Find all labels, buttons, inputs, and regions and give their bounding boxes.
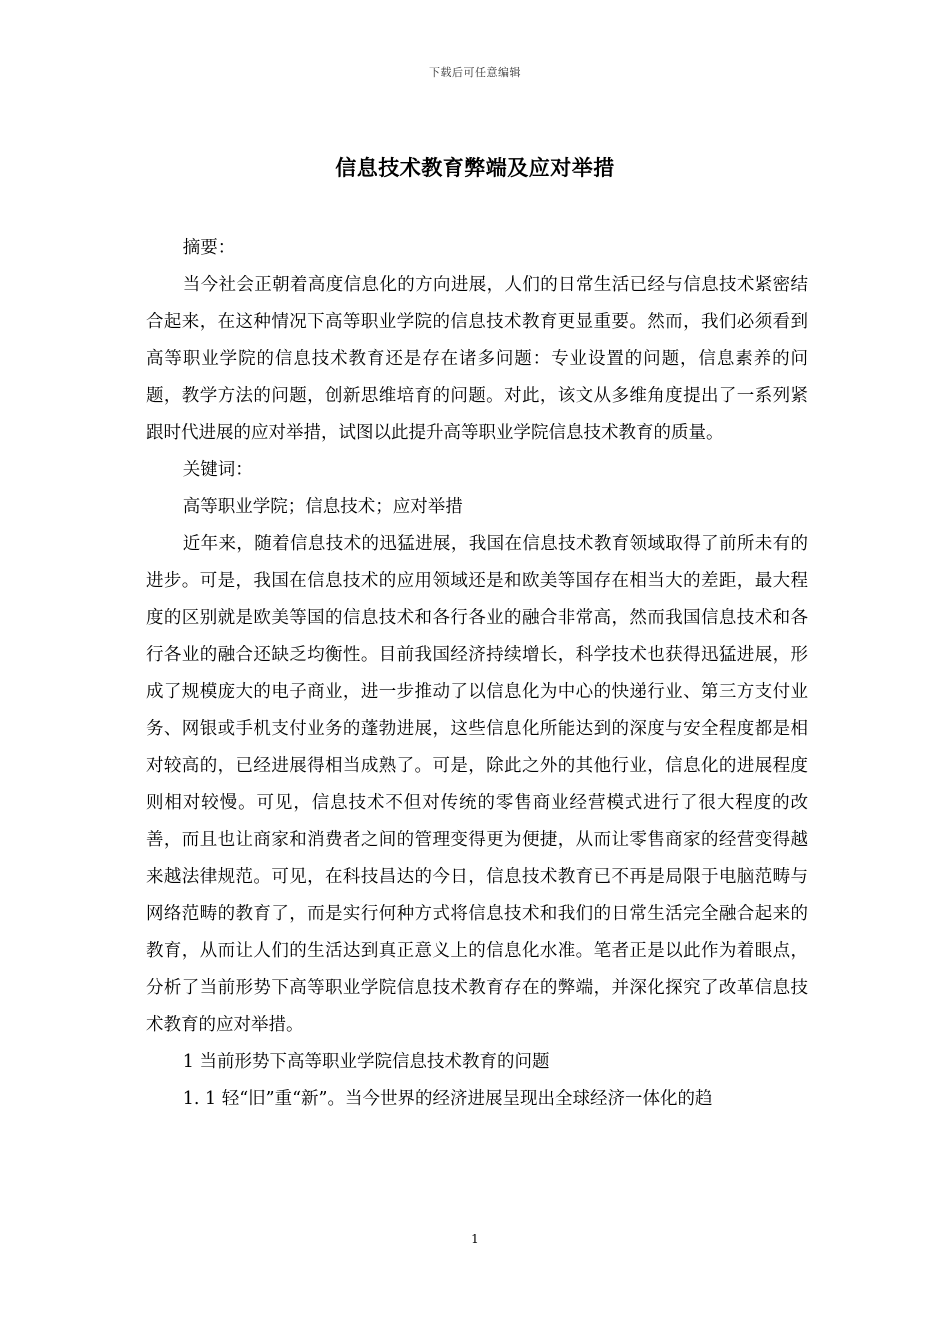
section-heading: 1 当前形势下高等职业学院信息技术教育的问题 bbox=[182, 1052, 550, 1072]
subsection-paragraph: 1. 1 轻“旧”重“新”。当今世界的经济进展呈现出全球经济一体化的趋 bbox=[182, 1089, 713, 1109]
body-paragraph: 近年来，随着信息技术的迅猛进展，我国在信息技术教育领域取得了前所未有的进步。可是，我国在信息技术的应用领域还是和欧美等国存在相当大的差距，最大程度的区别就是欧美等国的信息技术和各行各业的融合非常高，然而我国信息技术和各行各业的融合还缺乏均衡性。目前我国经济持续增长，科学技术也获得迅猛进展，形成了规模庞大的电子商业，进一步推动了以信息化为中心的快递行业、第三方支付业务、网银或手机支付业务的蓬勃进展，这些信息化所能达到的深度与安全程度都是相对较高的，已经进展得相当成熟了。可是，除此之外的其他行业，信息化的进展程度则相对较慢。可见，信息技术不但对传统的零售商业经营模式进行了很大程度的改善，而且也让商家和消费者之间的管理变得更为便捷，从而让零售商家的经营变得越来越法律规范。可见，在科技昌达的今日，信息技术教育已不再是局限于电脑范畴与网络范畴的教育了，而是实行何种方式将信息技术和我们的日常生活完全融合起来的教育，从而让人们的生活达到真正意义上的信息化水准。笔者正是以此作为着眼点，分析了当前形势下高等职业学院信息技术教育存在的弊端，并深化探究了改革信息技术教育的应对举措。 bbox=[146, 534, 808, 1035]
document-title: 信息技术教育弊端及应对举措 bbox=[335, 155, 615, 180]
document-body bbox=[146, 230, 808, 1118]
page-number: 1 bbox=[471, 1232, 479, 1246]
keywords-heading: 关键词： bbox=[182, 460, 253, 480]
page-header: 下载后可任意编辑 bbox=[429, 66, 521, 79]
abstract-heading: 摘要： bbox=[182, 238, 236, 258]
keywords-paragraph: 高等职业学院；信息技术；应对举措 bbox=[182, 497, 463, 517]
abstract-paragraph: 当今社会正朝着高度信息化的方向进展，人们的日常生活已经与信息技术紧密结合起来，在这种情况下高等职业学院的信息技术教育更显重要。然而，我们必须看到高等职业学院的信息技术教育还是存在诸多问题：专业设置的问题，信息素养的问题，教学方法的问题，创新思维培育的问题。对此，该文从多维角度提出了一系列紧跟时代进展的应对举措，试图以此提升高等职业学院信息技术教育的质量。 bbox=[146, 275, 808, 443]
